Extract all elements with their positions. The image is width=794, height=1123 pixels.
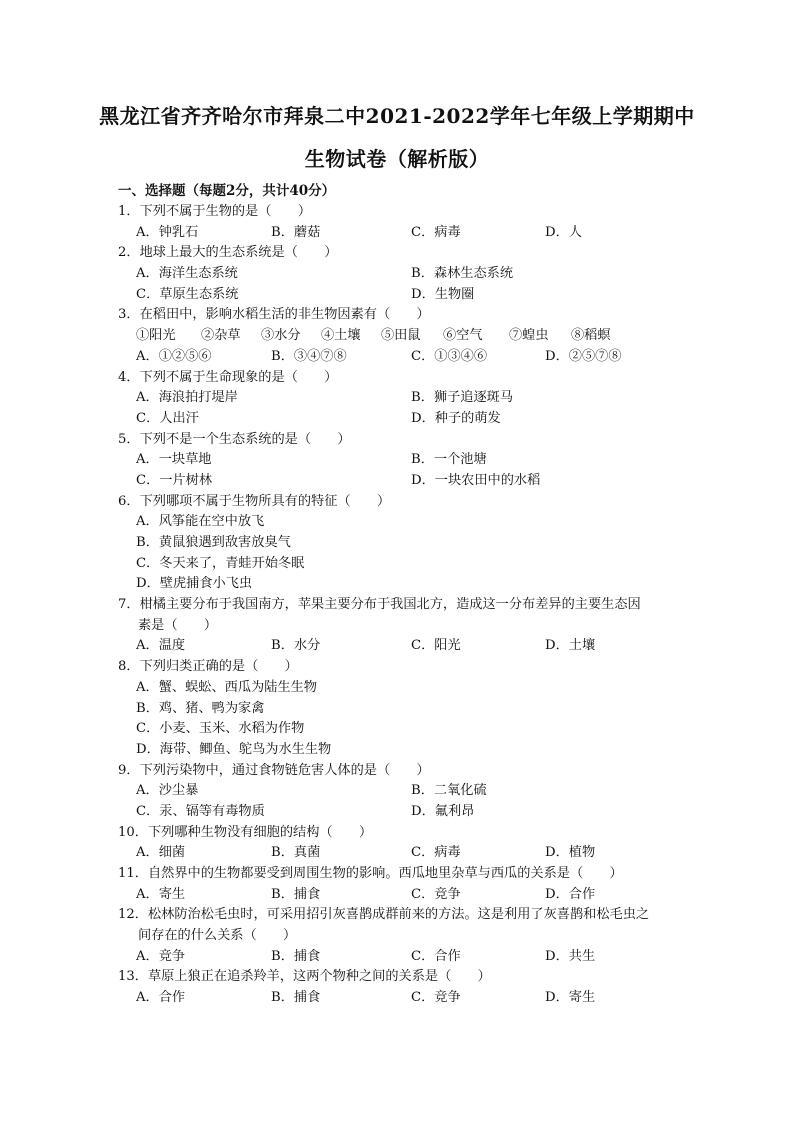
- option-a: A．沙尘暴: [136, 783, 199, 799]
- option-c: C．一片树林: [136, 472, 213, 488]
- option-a: A．细菌: [136, 845, 186, 861]
- option-a: A．一块草地: [136, 452, 212, 468]
- option-d: D．一块农田中的水稻: [411, 472, 541, 488]
- option-c: C．人出汗: [136, 410, 199, 426]
- option-a: A．合作: [136, 990, 186, 1006]
- options: [118, 264, 698, 305]
- question-1: [118, 202, 698, 243]
- question-8: [118, 657, 698, 760]
- option-b: B．一个池塘: [411, 452, 487, 468]
- options: [118, 223, 698, 244]
- option-b: B．狮子追逐斑马: [411, 390, 514, 406]
- question-12: [118, 905, 698, 967]
- option-b: B．黄鼠狼遇到敌害放臭气: [136, 535, 291, 551]
- options: [118, 988, 698, 1009]
- question-13: [118, 967, 698, 1008]
- option-a: A．风筝能在空中放飞: [136, 514, 265, 530]
- question-4: [118, 368, 698, 430]
- option-c: C．竞争: [411, 990, 461, 1006]
- question-9: [118, 761, 698, 823]
- options: [118, 947, 698, 968]
- options: [118, 781, 698, 822]
- exam-title-line2: 生物试卷（解析版）: [304, 147, 490, 171]
- option-c: C．草原生态系统: [136, 286, 239, 302]
- option-a: A．①②⑤⑥: [136, 348, 212, 364]
- question-3: [118, 305, 698, 367]
- question-stem: 3．在稻田中，影响水稻生活的非生物因素有（ ）: [118, 307, 430, 323]
- factor-list: [118, 326, 698, 347]
- question-stem: 7．柑橘主要分布于我国南方，苹果主要分布于我国北方，造成这一分布差异的主要生态因: [118, 597, 641, 613]
- option-c: C．竞争: [411, 886, 461, 902]
- question-stem: 1．下列不属于生物的是（ ）: [118, 204, 312, 219]
- question-stem: 11．自然界中的生物都要受到周围生物的影响。西瓜地里杂草与西瓜的关系是（ ）: [118, 866, 623, 882]
- question-stem: 12．松林防治松毛虫时，可采用招引灰喜鹊成群前来的方法。这是利用了灰喜鹊和松毛虫之: [118, 907, 650, 923]
- option-d: D．土壤: [545, 638, 596, 654]
- question-10: [118, 823, 698, 864]
- option-a: A．海浪拍打堤岸: [136, 390, 238, 406]
- question-stem: 6．下列哪项不属于生物所具有的特征（ ）: [118, 493, 391, 509]
- option-a: A．寄生: [136, 886, 186, 902]
- factor-item: ⑥空气: [443, 328, 483, 344]
- question-stem: 9．下列污染物中，通过食物链危害人体的是（ ）: [118, 762, 430, 778]
- question-stem: 4．下列不属于生命现象的是（ ）: [118, 369, 338, 385]
- exam-title-line1: 黑龙江省齐齐哈尔市拜泉二中2021-2022学年七年级上学期期中: [99, 104, 695, 128]
- option-d: D．氟利昂: [411, 803, 475, 819]
- option-b: B．捕食: [271, 886, 321, 902]
- factor-item: ①阳光: [136, 328, 176, 344]
- option-c: C．小麦、玉米、水稻为作物: [136, 721, 305, 737]
- option-d: D．合作: [545, 886, 596, 902]
- option-d: D．壁虎捕食小飞虫: [136, 576, 253, 592]
- option-d: D．海带、鲫鱼、鸵鸟为水生生物: [136, 741, 332, 757]
- options: [118, 678, 698, 761]
- option-a: A．蟹、蜈蚣、西瓜为陆生生物: [136, 679, 317, 695]
- option-b: B．水分: [271, 638, 321, 654]
- option-d: D．人: [545, 224, 582, 240]
- question-stem: 8．下列归类正确的是（ ）: [118, 659, 298, 675]
- option-b: B．二氧化硫: [411, 783, 487, 799]
- options: [118, 388, 698, 429]
- option-d: D．生物圈: [411, 286, 475, 302]
- exam-content: [118, 181, 698, 1009]
- factor-item: ⑤田鼠: [381, 328, 421, 344]
- option-a: A．钟乳石: [136, 224, 199, 240]
- option-a: A．海洋生态系统: [136, 266, 238, 282]
- option-c: C．汞、镉等有毒物质: [136, 803, 265, 819]
- option-b: B．蘑菇: [271, 224, 321, 240]
- question-7: [118, 595, 698, 657]
- option-b: B．森林生态系统: [411, 266, 514, 282]
- option-a: A．竞争: [136, 948, 186, 964]
- question-stem: 13．草原上狼正在追杀羚羊，这两个物种之间的关系是（ ）: [118, 969, 491, 985]
- option-d: D．种子的萌发: [411, 410, 501, 426]
- factor-item: ④土壤: [321, 328, 361, 344]
- factor-item: ②杂草: [201, 328, 241, 344]
- options: [118, 450, 698, 491]
- options: [118, 512, 698, 595]
- options: [118, 347, 698, 368]
- question-2: [118, 243, 698, 305]
- option-d: D．植物: [545, 845, 596, 861]
- option-d: D．共生: [545, 948, 596, 964]
- options: [118, 843, 698, 864]
- option-c: C．合作: [411, 948, 461, 964]
- factor-item: ⑧稻螟: [571, 328, 611, 344]
- option-d: D．②⑤⑦⑧: [545, 348, 622, 364]
- question-stem-continued: 素是（ ）: [138, 617, 218, 633]
- option-b: B．鸡、猪、鸭为家禽: [136, 700, 265, 716]
- option-d: D．寄生: [545, 990, 596, 1006]
- option-c: C．冬天来了，青蛙开始冬眠: [136, 555, 305, 571]
- question-6: [118, 492, 698, 595]
- option-b: B．③④⑦⑧: [271, 348, 347, 364]
- option-c: C．病毒: [411, 224, 461, 240]
- option-b: B．真菌: [271, 845, 321, 861]
- factor-item: ⑦蝗虫: [509, 328, 549, 344]
- option-c: C．阳光: [411, 638, 461, 654]
- factor-item: ③水分: [261, 328, 301, 344]
- option-c: C．①③④⑥: [411, 348, 488, 364]
- option-c: C．病毒: [411, 845, 461, 861]
- option-b: B．捕食: [271, 948, 321, 964]
- question-11: [118, 864, 698, 905]
- options: [118, 636, 698, 657]
- question-stem-continued: 间存在的什么关系（ ）: [138, 928, 297, 944]
- section-heading: 一、选择题（每题2分，共计40分）: [118, 183, 336, 199]
- options: [118, 885, 698, 906]
- option-a: A．温度: [136, 638, 186, 654]
- question-stem: 10．下列哪种生物没有细胞的结构（ ）: [118, 824, 373, 840]
- question-stem: 5．下列不是一个生态系统的是（ ）: [118, 431, 351, 447]
- question-stem: 2．地球上最大的生态系统是（ ）: [118, 245, 338, 261]
- question-5: [118, 430, 698, 492]
- option-b: B．捕食: [271, 990, 321, 1006]
